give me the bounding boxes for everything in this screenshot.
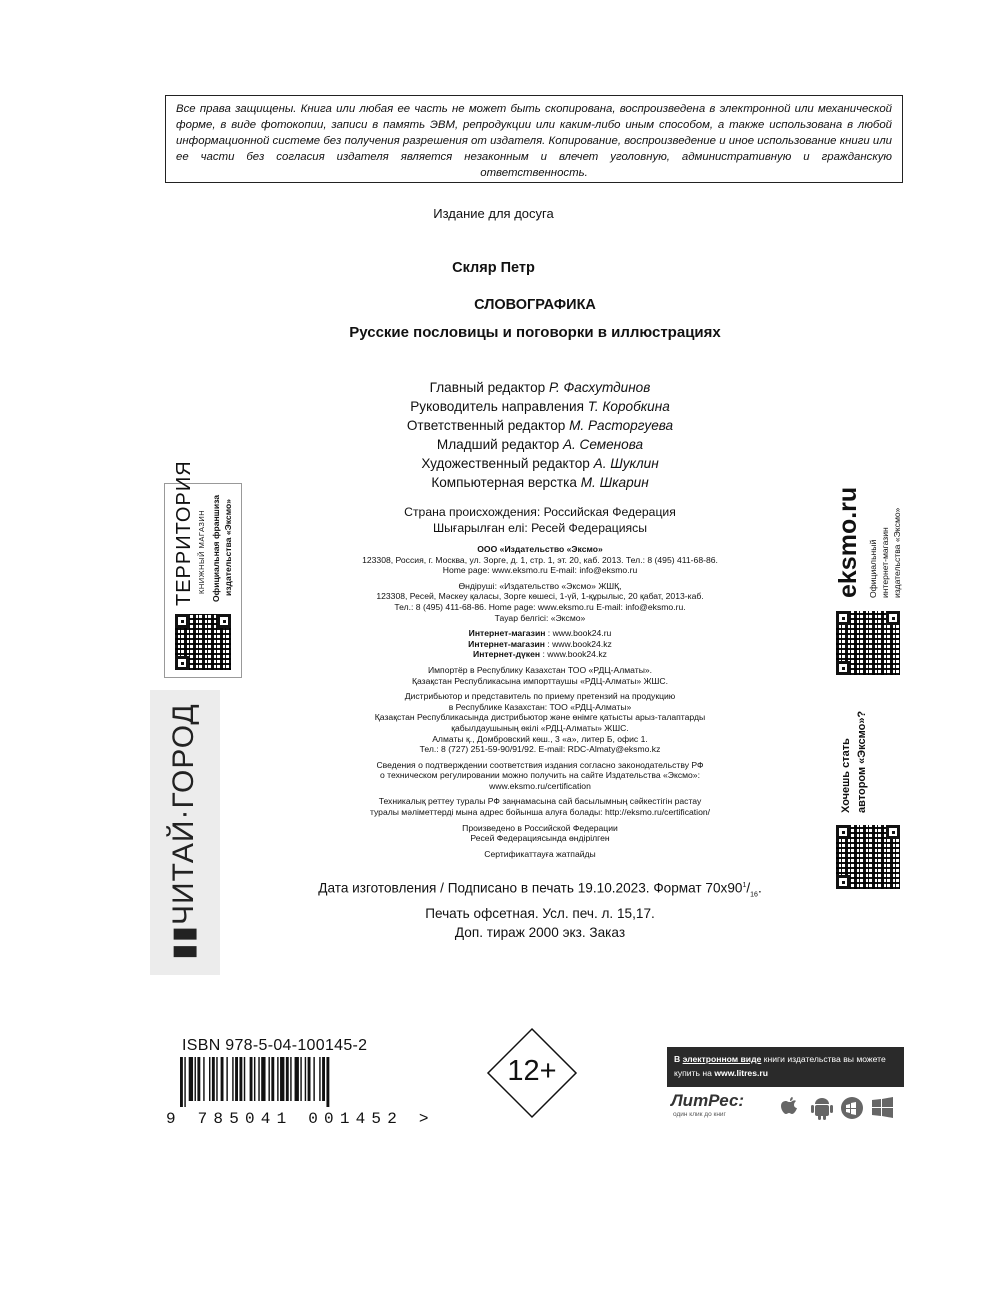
staff-list — [310, 378, 770, 492]
barcode-bar — [195, 1057, 196, 1101]
importer-kz: Қазақстан Республикасына импорттаушы «РДЦ-Алматы» ЖШС. — [411, 675, 668, 686]
barcode-bar — [277, 1057, 278, 1101]
staff-line — [310, 378, 770, 397]
format-sup: 1 — [742, 882, 747, 889]
publisher-kz-maker: Өндіруші: «Издательство «Эксмо» ЖШҚ, — [458, 580, 622, 591]
eksmo-shop-line: Официальный — [868, 539, 878, 598]
android-icon — [811, 1098, 833, 1120]
barcode-bar — [180, 1057, 183, 1107]
book-subtitle: Русские пословицы и поговорки в иллюстрациях — [349, 324, 721, 341]
distributor-line: в Республике Казахстан: ТОО «РДЦ-Алматы» — [448, 701, 632, 712]
staff-name: Т. Коробкина — [587, 399, 670, 414]
litres-lead: В — [674, 1054, 683, 1064]
origin-block — [310, 504, 770, 536]
importer-ru: Импортёр в Республику Казахстан ТОО «РДЦ-Алматы». — [427, 664, 653, 675]
barcode-bar — [235, 1057, 238, 1101]
staff-line — [310, 473, 770, 492]
isbn: ISBN 978-5-04-100145-2 — [182, 1037, 368, 1054]
barcode-bar — [254, 1057, 255, 1101]
cert-kz-note: Сертификаттауға жатпайды — [484, 848, 596, 859]
barcode-bar — [308, 1057, 311, 1101]
staff-name: М. Шкарин — [580, 475, 649, 490]
qr-finder — [886, 825, 900, 839]
shop-label: Интернет-дүкен — [473, 649, 541, 660]
publisher-web: Home page: www.eksmo.ru E-mail: info@eksmo.ru — [442, 565, 638, 576]
distributor-line: Қазақстан Республикасында дистрибьютор және өнімге қатысты арыз-талаптарды — [374, 712, 706, 723]
barcode-bar — [212, 1057, 215, 1101]
shop-label: Интернет-магазин — [468, 638, 545, 649]
barcode-bar — [216, 1057, 217, 1101]
barcode — [180, 1057, 380, 1107]
qr-finder — [175, 614, 189, 628]
shop-url: : www.book24.ru — [545, 628, 612, 639]
author-name: Скляр Петр — [452, 260, 535, 276]
barcode-bar — [189, 1057, 193, 1101]
print-date-format: Дата изготовления / Подписано в печать 19.10.2023. Формат 70x90 — [318, 880, 743, 896]
chitai-gorod-text: ЧИТАЙ·ГОРОД — [167, 703, 200, 925]
apple-icon — [781, 1097, 797, 1114]
qr-finder — [175, 656, 189, 670]
territory-brand-sub: КНИЖНЫЙ МАГАЗИН — [197, 509, 206, 594]
barcode-bar — [300, 1057, 301, 1101]
barcode-bar — [261, 1057, 265, 1101]
publisher-address: 123308, Россия, г. Москва, ул. Зорге, д. 1, стр. 1, эт. 20, каб. 2013. Тел.: 8 (495) 411-68-86. — [362, 554, 718, 565]
litres-block — [667, 1047, 904, 1118]
franchise-line: Официальная франшиза — [211, 494, 221, 602]
barcode-bar — [313, 1057, 314, 1101]
litres-site-link[interactable]: www.litres.ru — [714, 1068, 768, 1078]
publisher-kz-address: 123308, Ресей, Мәскеу қаласы, Зорге көшесі, 1-үй, 1-құрылыс, 20 қабат, 2013-каб. — [376, 591, 704, 602]
barcode-bar — [258, 1057, 259, 1101]
distributor-line: Дистрибьютор и представитель по приему претензий на продукцию — [404, 691, 676, 702]
windows-phone-icon — [841, 1097, 863, 1119]
staff-name: А. Шуклин — [593, 456, 659, 471]
territory-brand: ТЕРРИТОРИЯ — [173, 460, 195, 606]
staff-role: Ответственный редактор — [406, 418, 566, 433]
staff-line — [310, 454, 770, 473]
print-line-1: Дата изготовления / Подписано в печать 19.10.2023. Формат $70x90^1/_{16}$. — [318, 880, 762, 899]
staff-role: Руководитель направления — [410, 399, 584, 414]
edition-type: Издание для досуга — [433, 206, 554, 221]
barcode-bar — [197, 1057, 200, 1101]
cert-line: о техническом регулировании можно получить на сайте Издательства «Эксмо»: — [380, 770, 700, 781]
barcode-bar — [226, 1057, 227, 1101]
qr-finder — [217, 614, 231, 628]
eksmo-shop-line: интернет-магазин — [880, 527, 890, 598]
distributor-contacts: Тел.: 8 (727) 251-59-90/91/92. E-mail: RDC-Almaty@eksmo.kz — [419, 744, 661, 755]
territory-qr-code — [175, 614, 231, 670]
barcode-bar — [268, 1057, 269, 1101]
staff-role: Младший редактор — [436, 437, 560, 452]
qr-finder — [836, 825, 850, 839]
eksmo-site: eksmo.ru — [834, 486, 862, 598]
staff-role: Художественный редактор — [421, 456, 590, 471]
publisher-name: ООО «Издательство «Эксмо» — [477, 544, 603, 554]
chitai-gorod-banner — [150, 690, 220, 975]
shop-url: : www.book24.kz — [544, 638, 612, 649]
barcode-bar — [232, 1057, 233, 1101]
cert-kz-line: Техникалық реттеу туралы РФ заңнамасына сай басылымның сәйкестігін растау — [378, 796, 702, 807]
platform-icons — [779, 1095, 899, 1121]
litres-slogan: один клик до книг — [673, 1111, 726, 1118]
cert-line: www.eksmo.ru/certification — [489, 780, 591, 791]
cert-line: Сведения о подтверждении соответствия издания согласно законодательству РФ — [376, 759, 704, 770]
eksmo-shop-qr-code — [836, 611, 900, 675]
barcode-bar — [239, 1057, 242, 1101]
barcode-bar — [271, 1057, 274, 1101]
publisher-kz-trademark: Тауар белгісі: «Эксмо» — [494, 612, 586, 623]
eksmo-author-qr-code — [836, 825, 900, 889]
qr-finder — [836, 661, 850, 675]
barcode-bar — [295, 1057, 299, 1101]
age-rating-badge — [486, 1027, 578, 1119]
litres-text: книги издательства вы можете купить на — [674, 1054, 886, 1078]
age-rating: 12+ — [507, 1055, 557, 1087]
staff-line — [310, 416, 770, 435]
become-author-line: автором «Эксмо»? — [856, 710, 868, 813]
qr-finder — [836, 875, 850, 889]
become-author-line: Хочешь стать — [840, 738, 852, 813]
barcode-bar — [326, 1057, 329, 1107]
barcode-bar — [250, 1057, 253, 1101]
eksmo-shop-line: издательства «Эксмо» — [892, 507, 902, 598]
shop-url: : www.book24.kz — [540, 649, 607, 660]
barcode-bar — [184, 1057, 185, 1107]
barcode-digits: 9 785041 001452 > — [166, 1110, 435, 1128]
barcode-bar — [221, 1057, 224, 1101]
origin-ru: Страна происхождения: Российская Федерация — [404, 505, 676, 519]
shop-label: Интернет-магазин — [468, 628, 546, 639]
publisher-kz-contacts: Тел.: 8 (495) 411-68-86. Home page: www.eksmo.ru E-mail: info@eksmo.ru. — [394, 601, 686, 612]
distributor-address: Алматы қ., Домбровский көш., 3 «а», литер Б, офис 1. — [432, 733, 648, 744]
staff-role: Главный редактор — [429, 380, 546, 395]
barcode-bar — [290, 1057, 291, 1101]
qr-finder — [836, 611, 850, 625]
staff-role: Компьютерная верстка — [431, 475, 577, 490]
territory-banner — [164, 460, 242, 678]
windows-icon — [872, 1097, 893, 1118]
cert-kz-line: туралы мәліметтерді мына адрес бойынша алуға болады: http://eksmo.ru/certification/ — [369, 807, 711, 818]
barcode-bar — [322, 1057, 325, 1101]
staff-line — [310, 435, 770, 454]
barcode-bar — [209, 1057, 210, 1101]
format-sub: 16 — [750, 891, 758, 899]
barcode-bar — [280, 1057, 284, 1101]
barcode-bar — [286, 1057, 289, 1101]
chitai-gorod-logo: ▮▮ЧИТАЙ·ГОРОД — [167, 703, 200, 960]
print-line-2: Печать офсетная. Усл. печ. л. 15,17. — [425, 906, 655, 922]
barcode-bar — [244, 1057, 245, 1101]
staff-line — [310, 397, 770, 416]
print-line-3: Доп. тираж 2000 экз. Заказ — [454, 925, 626, 941]
barcode-bar — [305, 1057, 306, 1101]
print-info — [240, 876, 840, 942]
staff-name: Р. Фасхутдинов — [549, 380, 651, 395]
produced-kz: Ресей Федерациясында өндірілген — [470, 833, 610, 844]
eksmo-banner — [828, 483, 908, 883]
qr-finder — [886, 611, 900, 625]
origin-kz: Шығарылған елі: Ресей Федерациясы — [432, 521, 647, 535]
barcode-bar — [203, 1057, 204, 1101]
copyright-notice: Все права защищены. Книга или любая ее часть не может быть скопирована, воспроизведена в электронной или механической форме, в виде фотокопии, записи в память ЭВМ, репродукции или каким-либо иным способом, а также использована в любой информационной системе без получения разрешения от издателя. Копирование, воспроизведение и иное использование книги или ее части без согласия издателя является незаконным и влечет уголовную, административную и гражданскую ответственность. — [165, 95, 903, 183]
barcode-bar — [319, 1057, 320, 1101]
staff-name: А. Семенова — [562, 437, 644, 452]
litres-logo: ЛитРес: — [671, 1091, 745, 1110]
litres-promo — [667, 1047, 904, 1087]
publisher-info — [290, 544, 790, 864]
staff-name: М. Расторгуева — [569, 418, 674, 433]
distributor-line: қабылдаушының өкілі «РДЦ-Алматы» ЖШС. — [451, 722, 629, 733]
franchise-line: издательства «Эксмо» — [223, 499, 233, 596]
book-title: СЛОВОГРАФИКА — [474, 297, 596, 313]
produced-ru: Произведено в Российской Федерации — [462, 822, 618, 833]
litres-lead-link[interactable]: электронном виде — [682, 1054, 762, 1064]
